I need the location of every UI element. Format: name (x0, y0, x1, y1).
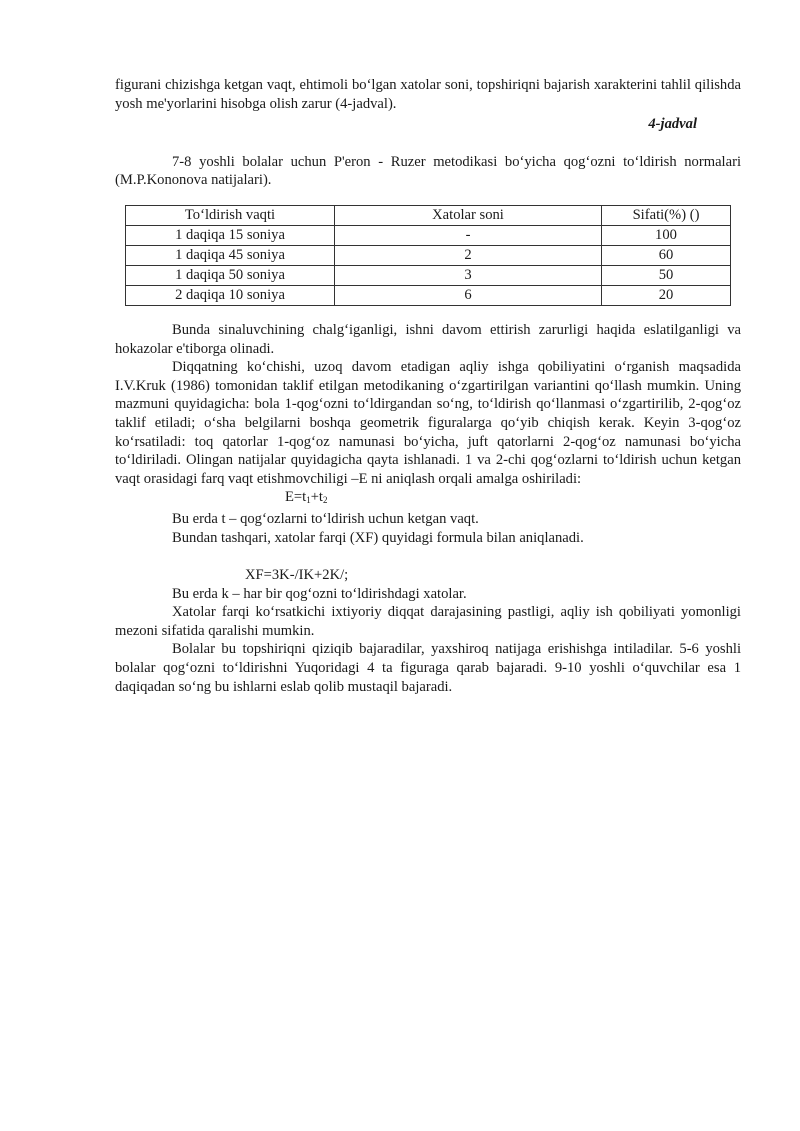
norms-table (125, 205, 731, 306)
formula-e-main: E=t (285, 489, 307, 506)
cell-errors: 3 (335, 265, 602, 285)
document-page (115, 76, 741, 696)
cell-time: 1 daqiqa 45 soniya (126, 245, 335, 265)
formula-e-sub2: 2 (323, 495, 328, 506)
cell-errors: 2 (335, 245, 602, 265)
header-errors: Xatolar soni (335, 205, 602, 225)
table-row (126, 265, 731, 285)
paragraph-t-definition: Bu erda t – qog‘ozlarni to‘ldirish uchun ketgan vaqt. (172, 510, 479, 527)
formula-e (115, 488, 741, 510)
table-row (126, 285, 731, 305)
paragraph-distraction: Bunda sinaluvchining chalg‘iganligi, ishni davom ettirish zarurligi haqida eslatilganligi va hokazolar e'tiborga olinadi. (115, 321, 741, 357)
cell-quality: 20 (602, 285, 731, 305)
table-row (126, 245, 731, 265)
cell-errors: - (335, 225, 602, 245)
formula-e-plus: +t (310, 489, 323, 506)
cell-quality: 50 (602, 265, 731, 285)
cell-time: 1 daqiqa 15 soniya (126, 225, 335, 245)
cell-time: 1 daqiqa 50 soniya (126, 265, 335, 285)
cell-errors: 6 (335, 285, 602, 305)
table-row (126, 225, 731, 245)
header-time: To‘ldirish vaqti (126, 205, 335, 225)
paragraph-method: Diqqatning ko‘chishi, uzoq davom etadigan aqliy ishga qobiliyatini o‘rganish maqsadida I.V.Kruk (1986) tomonidan taklif etilgan metodikaning o‘zgartirilgan variantini qo‘llash mumkin. Uning mazmuni quyidagicha: bola 1-qog‘ozni to‘ldirgandan so‘ng, to‘ldirish qo‘llanmasi o‘zgartirilib, 2-qog‘oz taklif etiladi; o‘sha belgilarni boshqa geometrik figuralarga qo‘yib chiqish kerak. Keyin 3-qog‘oz ko‘rsatiladi: toq qatorlar 1-qog‘oz namunasi bo‘yicha, juft qatorlarni 2-qog‘oz namunasi bo‘yicha to‘ldiriladi. Olingan natijalar quyidagicha qayta ishlanadi. 1 va 2-chi qog‘ozlarni to‘ldirish uchun ketgan vaqt orasidagi farq vaqt etishmovchiligi –E ni aniqlash orqali amalga oshiriladi: (115, 359, 741, 487)
formula-e-sub1: 1 (306, 495, 311, 506)
paragraph-k-definition: Bu erda k – har bir qog‘ozni to‘ldirishdagi xatolar. (172, 585, 467, 602)
table-header-row (126, 205, 731, 225)
cell-quality: 100 (602, 225, 731, 245)
paragraph-xf-meaning: Xatolar farqi ko‘rsatkichi ixtiyoriy diqqat darajasining pastligi, aqliy ish qobiliyati yomonligi mezoni sifatida qaralishi mumkin. (115, 604, 741, 639)
formula-xf: XF=3K-/IK+2K/; (245, 567, 349, 584)
header-quality: Sifati(%) () (602, 205, 731, 225)
cell-quality: 60 (602, 245, 731, 265)
paragraph-xf-intro: Bundan tashqari, xatolar farqi (XF) quyidagi formula bilan aniqlanadi. (172, 529, 584, 546)
intro-paragraph: figurani chizishga ketgan vaqt, ehtimoli bo‘lgan xatolar soni, topshiriqni bajarish xarakterini tahlil qilishda yosh me'yorlarini hisobga olish zarur (4-jadval). (115, 77, 741, 112)
spacer (115, 134, 741, 153)
table-caption: 7-8 yoshli bolalar uchun P'eron - Ruzer metodikasi bo‘yicha qog‘ozni to‘ldirish normalari (M.P.Kononova natijalari). (115, 153, 741, 189)
cell-time: 2 daqiqa 10 soniya (126, 285, 335, 305)
paragraph-children: Bolalar bu topshiriqni qiziqib bajaradilar, yaxshiroq natijaga erishishga intiladilar. 5-6 yoshli bolalar qog‘ozni to‘ldirishni Yuqoridagi 4 ta figuraga qarab bajaradi. 9-10 yoshli o‘quvchilar esa 1 daqiqadan so‘ng bu ishlarni eslab qolib mustaqil bajaradi. (115, 641, 741, 695)
table-label: 4-jadval (648, 116, 697, 133)
